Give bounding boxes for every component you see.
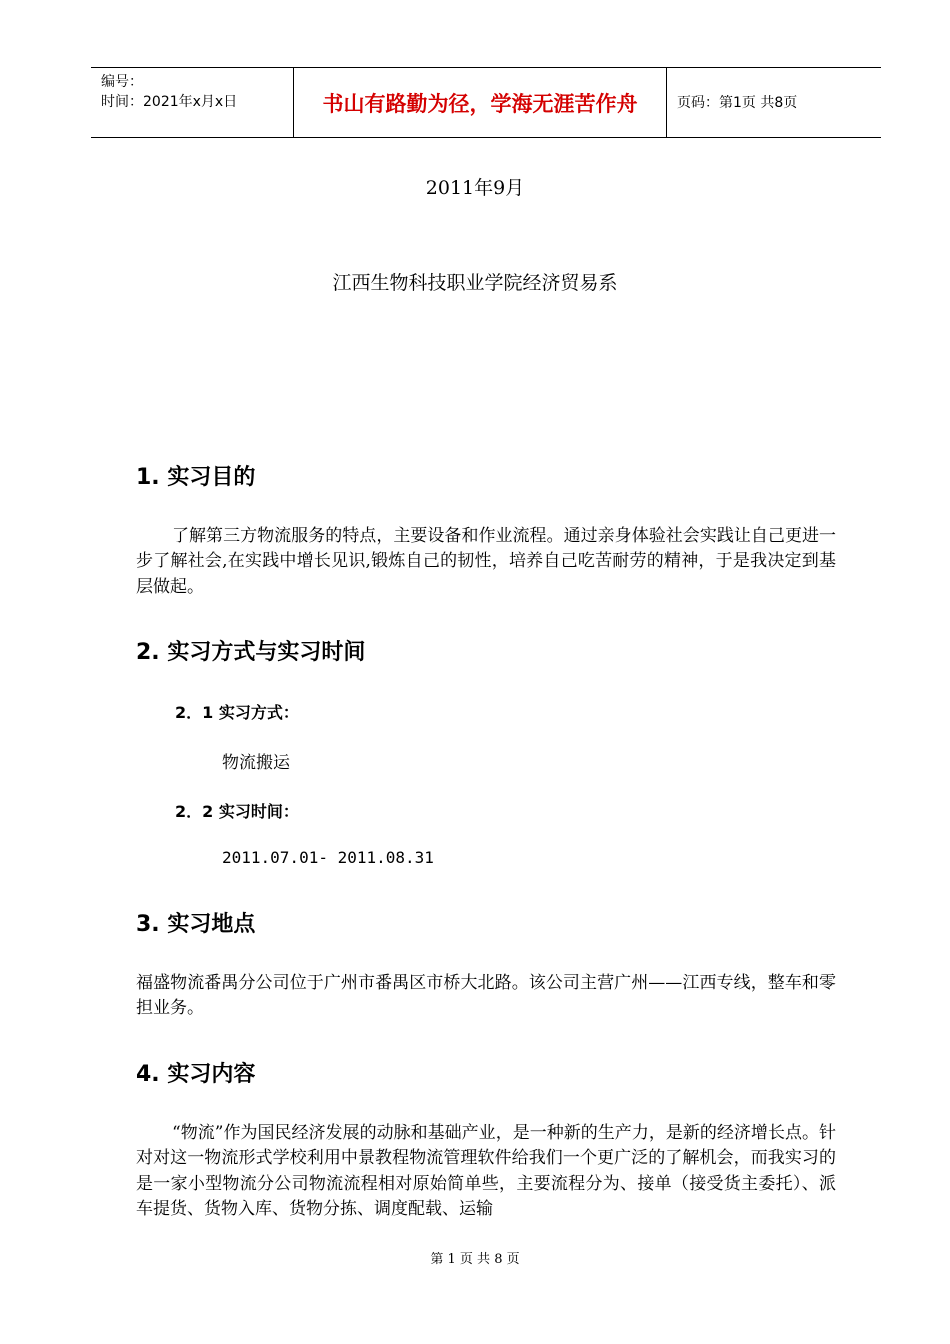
section-2-1-text: 物流搬运 bbox=[222, 753, 290, 773]
header-motto: 书山有路勤为径，学海无涯苦作舟 bbox=[322, 91, 638, 116]
section-2-1-title: 2．1 实习方式： bbox=[175, 703, 299, 722]
section-3-text: 福盛物流番禺分公司位于广州市番禺区市桥大北路。该公司主营广州——江西专线，整车和零担业务。 bbox=[136, 973, 836, 1019]
section-4-title: 4. 实习内容 bbox=[136, 1062, 256, 1087]
header-meta bbox=[101, 72, 237, 112]
section-1-text: 了解第三方物流服务的特点，主要设备和作业流程。通过亲身体验社会实践让自己更进一步了解社会,在实践中增长见识,锻炼自己的韧性，培养自己吃苦耐劳的精神，于是我决定到基层做起。 bbox=[136, 526, 836, 597]
section-1-title: 1. 实习目的 bbox=[136, 465, 256, 490]
section-2-2-title: 2．2 实习时间： bbox=[175, 802, 299, 821]
document-header bbox=[91, 67, 881, 138]
page-footer: 第 1 页 共 8 页 bbox=[430, 1252, 520, 1267]
section-3-title: 3. 实习地点 bbox=[136, 912, 256, 937]
header-divider bbox=[666, 68, 667, 137]
header-time: 时间：2021年x月x日 bbox=[101, 94, 238, 110]
section-2-2-text: 2011.07.01- 2011.08.31 bbox=[222, 848, 434, 867]
header-page-number: 页码：第1页 共8页 bbox=[677, 95, 798, 111]
cover-date: 2011年9月 bbox=[425, 177, 525, 199]
section-4-text: “物流”作为国民经济发展的动脉和基础产业，是一种新的生产力，是新的经济增长点。针对对这一物流形式学校利用中景教程物流管理软件给我们一个更广泛的了解机会，而我实习的是一家小型物流分公司物流流程相对原始简单些，主要流程分为、接单（接受货主委托）、派车提货、货物入库、货物分拣、调度配载、运输 bbox=[136, 1123, 836, 1219]
header-number: 编号： bbox=[101, 74, 143, 90]
cover-school: 江西生物科技职业学院经济贸易系 bbox=[332, 272, 618, 294]
section-2-title: 2. 实习方式与实习时间 bbox=[136, 640, 366, 665]
